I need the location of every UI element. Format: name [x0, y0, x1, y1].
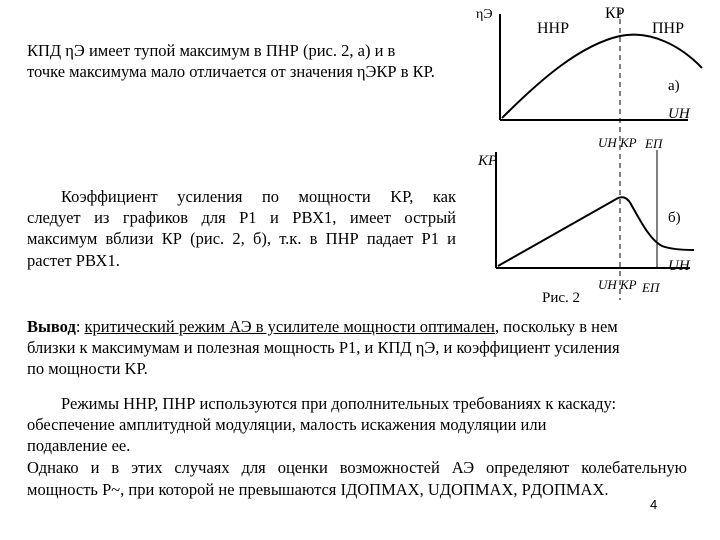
conclusion-rest1: , поскольку в нем — [495, 317, 618, 336]
fig-a-label-nnr: ННР — [537, 20, 570, 37]
fig-b-tick2: EП — [642, 280, 660, 295]
para2-line2 — [27, 207, 456, 228]
fig-a-panel: а) — [668, 78, 680, 94]
para2-line2-text: следует из графиков для P1 и PВХ1, имеет острый — [27, 208, 456, 227]
conclusion-label: Вывод — [27, 317, 76, 336]
para2-line1-text: Коэффициент усиления по мощности KР, как — [61, 187, 456, 206]
para1-line2-text: точке максимума мало отличается от значения ηЭКР в КР. — [27, 62, 435, 81]
fig-b-gain-curve — [498, 197, 694, 266]
para3-line5 — [27, 479, 609, 500]
para3-line2-text: обеспечение амплитудной модуляции, малость искажения модуляции или — [27, 415, 547, 434]
conclusion-line2 — [27, 337, 620, 358]
fig-a-label-pnr: ПНР — [652, 20, 685, 37]
page-number: 4 — [650, 497, 658, 512]
fig-b-tick1: UН КР — [598, 277, 637, 292]
fig-a-y-label: ηЭ — [476, 7, 493, 22]
fig-b-panel: б) — [668, 210, 681, 226]
para3-line4 — [27, 457, 687, 478]
para3-line3 — [27, 435, 130, 456]
fig-b-y-label: KР — [478, 153, 498, 169]
para1-line1-text: КПД ηЭ имеет тупой максимум в ПНР (рис. 2, а) и в — [27, 41, 396, 60]
para3-line1 — [61, 393, 616, 414]
fig-a-tick1: UН КР — [598, 135, 637, 150]
fig-b-x-label: UН — [668, 258, 690, 274]
para3-line2 — [27, 414, 546, 435]
para2-line3 — [27, 228, 456, 249]
para2-line4 — [27, 250, 120, 271]
para2-line3-text: максимум вблизи КР (рис. 2, б), т.к. в ПНР падает P1 и — [27, 229, 456, 248]
conclusion-line3 — [27, 358, 148, 379]
fig-b-caption: Рис. 2 — [542, 290, 581, 306]
conclusion-line2-text: близки к максимумам и полезная мощность P1, и КПД ηЭ, и коэффициент усиления — [27, 338, 620, 357]
para2-line1 — [61, 186, 456, 207]
conclusion-underlined: критический режим АЭ в усилителе мощности оптимален — [84, 317, 496, 336]
fig-a-label-kr: КР — [605, 5, 625, 22]
para2-line4-text: растет PВХ1. — [27, 251, 120, 270]
fig-a-tick2: EП — [645, 136, 663, 151]
fig-a-x-label: UН — [668, 106, 690, 122]
para3-line5-text: мощность P~, при которой не превышаются IДОПМАХ, UДОПМАХ, PДОПМАХ. — [27, 480, 609, 499]
para3-line4-text: Однако и в этих случаях для оценки возможностей АЭ определяют колебательную — [27, 458, 687, 477]
para3-line3-text: подавление ее. — [27, 436, 131, 455]
para3-line1-text: Режимы ННР, ПНР используются при дополнительных требованиях к каскаду: — [61, 394, 617, 413]
conclusion-line3-text: по мощности KР. — [27, 359, 148, 378]
conclusion-line1: Вывод: критический режим АЭ в усилителе мощности оптимален, поскольку в нем — [27, 317, 618, 336]
